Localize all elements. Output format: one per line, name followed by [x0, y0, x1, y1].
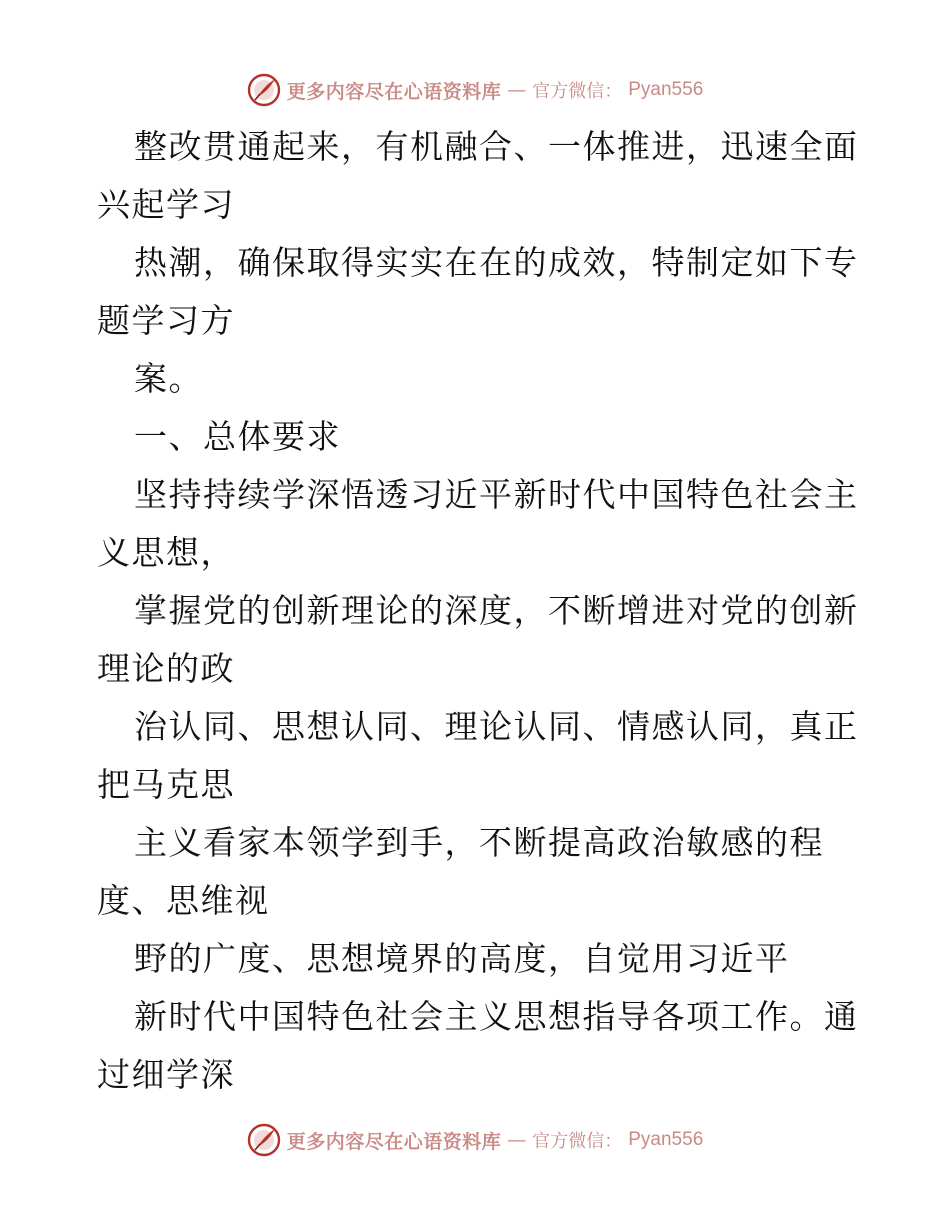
document-line: 野的广度、思想境界的高度，自觉用习近平 [134, 939, 790, 978]
document-line: 掌握党的创新理论的深度，不断增进对党的创新 [134, 591, 859, 630]
document-line: 新时代中国特色社会主义思想指导各项工作。通 [134, 997, 859, 1036]
watermark-separator: — [507, 79, 527, 101]
document-line: 把马克思 [97, 765, 235, 804]
footer-watermark [0, 1120, 950, 1160]
header-watermark [0, 70, 950, 110]
watermark-wechat-id: Pyan556 [628, 79, 704, 100]
document-line: 题学习方 [97, 301, 235, 340]
watermark-wechat-id: Pyan556 [628, 1129, 704, 1150]
document-line: 整改贯通起来，有机融合、一体推进，迅速全面 [134, 127, 859, 166]
document-line: 案。 [134, 359, 203, 398]
document-line: 兴起学习 [97, 185, 235, 224]
watermark-wechat-label: 官方微信： [532, 1131, 623, 1152]
document-line: 理论的政 [97, 649, 235, 688]
watermark-wechat-label: 官方微信： [532, 81, 623, 102]
document-line: 主义看家本领学到手，不断提高政治敏感的程 [134, 823, 824, 862]
watermark-text: 更多内容尽在心语资料库 [286, 80, 502, 103]
section-heading: 一、总体要求 [134, 417, 341, 456]
document-line: 度、思维视 [97, 881, 270, 920]
document-line: 治认同、思想认同、理论认同、情感认同，真正 [134, 707, 859, 746]
feather-quill-logo-icon [247, 73, 281, 107]
document-line: 坚持持续学深悟透习近平新时代中国特色社会主 [134, 475, 859, 514]
watermark-separator: — [507, 1129, 527, 1151]
watermark-text: 更多内容尽在心语资料库 [286, 1130, 502, 1153]
feather-quill-logo-icon [247, 1123, 281, 1157]
document-line: 热潮，确保取得实实在在的成效，特制定如下专 [134, 243, 859, 282]
document-body [97, 118, 857, 1104]
document-line: 过细学深 [97, 1055, 235, 1094]
document-line: 义思想， [97, 533, 235, 572]
